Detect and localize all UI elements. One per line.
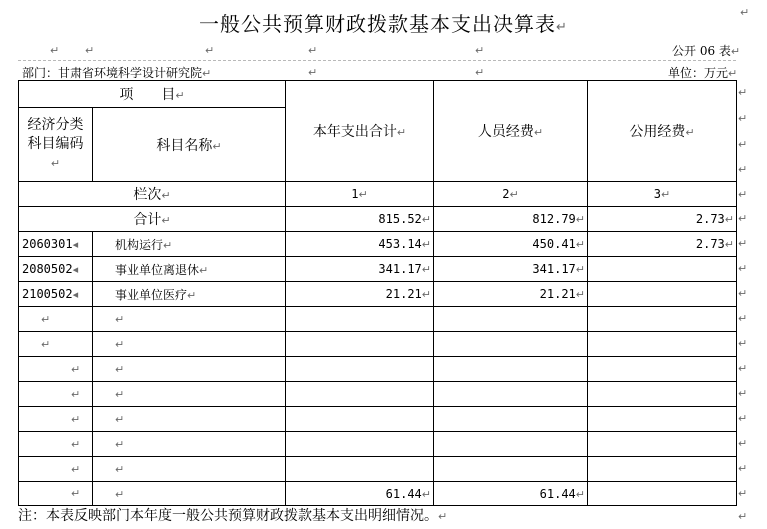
empty-cell: ↵	[93, 307, 286, 332]
row-personnel: 341.17↵	[434, 257, 588, 282]
empty-cell: ↵	[19, 407, 93, 432]
row-public	[588, 282, 737, 307]
empty-cell	[286, 382, 434, 407]
empty-cell	[286, 457, 434, 482]
empty-cell: ↵	[19, 482, 93, 506]
econ-code-header: 经济分类科目编码↵	[19, 108, 93, 182]
paragraph-mark-icon: ↵	[738, 163, 748, 176]
row-personnel: 21.21↵	[434, 282, 588, 307]
empty-cell	[588, 382, 737, 407]
paragraph-mark-icon: ↵	[738, 212, 748, 225]
empty-cell: ↵	[19, 357, 93, 382]
paragraph-mark-icon: ↵	[50, 44, 60, 57]
title-text: 一般公共预算财政拨款基本支出决算表	[199, 12, 557, 36]
table-row	[19, 482, 737, 506]
empty-cell	[588, 457, 737, 482]
empty-cell: ↵	[19, 332, 93, 357]
paragraph-mark-icon: ↵	[738, 138, 748, 151]
header-row-1	[19, 81, 737, 108]
paragraph-mark-icon: ↵	[308, 44, 318, 57]
public-header: 公用经费↵	[588, 81, 737, 182]
row-code: 2080502◂	[19, 257, 93, 282]
empty-cell: ↵	[93, 382, 286, 407]
total-label: 合计↵	[19, 207, 286, 232]
empty-row	[19, 307, 737, 332]
paragraph-mark-icon: ↵	[738, 337, 748, 350]
empty-row	[19, 382, 737, 407]
col-index-2: 2↵	[434, 182, 588, 207]
row-total: 341.17↵	[286, 257, 434, 282]
expenditure-table	[18, 80, 737, 506]
empty-row	[19, 357, 737, 382]
col-index-3: 3↵	[588, 182, 737, 207]
row-public: 2.73↵	[588, 232, 737, 257]
row-total: 61.44↵	[286, 482, 434, 506]
row-public	[588, 257, 737, 282]
empty-cell	[434, 432, 588, 457]
paragraph-mark-icon: ↵	[738, 188, 748, 201]
total-row	[19, 207, 737, 232]
paragraph-mark-icon: ↵	[738, 487, 748, 500]
empty-cell: ↵	[19, 307, 93, 332]
empty-cell: ↵	[93, 332, 286, 357]
paragraph-mark-icon: ↵	[740, 6, 750, 19]
empty-cell	[286, 432, 434, 457]
empty-cell: ↵	[19, 457, 93, 482]
col-index-1: 1↵	[286, 182, 434, 207]
empty-cell	[286, 407, 434, 432]
total-public: 2.73↵	[588, 207, 737, 232]
empty-row	[19, 457, 737, 482]
paragraph-mark-icon: ↵	[738, 412, 748, 425]
paragraph-mark-icon: ↵	[205, 44, 215, 57]
empty-cell	[434, 332, 588, 357]
total-personnel: 812.79↵	[434, 207, 588, 232]
paragraph-mark-icon: ↵	[738, 462, 748, 475]
department-label: 部门：甘肃省环境科学设计研究院↵	[22, 66, 212, 80]
empty-cell	[286, 357, 434, 382]
row-public	[588, 482, 737, 506]
table-row	[19, 257, 737, 282]
paragraph-mark-icon: ↵	[738, 112, 748, 125]
row-name: 事业单位医疗↵	[93, 282, 286, 307]
paragraph-mark-icon: ↵	[738, 262, 748, 275]
empty-cell: ↵	[93, 482, 286, 506]
empty-cell: ↵	[93, 432, 286, 457]
footnote: 注：本表反映部门本年度一般公共预算财政拨款基本支出明细情况。↵	[18, 508, 448, 524]
empty-cell	[286, 332, 434, 357]
subject-name-header: 科目名称↵	[93, 108, 286, 182]
paragraph-mark-icon: ↵	[85, 44, 95, 57]
col-label: 栏次↵	[19, 182, 286, 207]
empty-row	[19, 432, 737, 457]
paragraph-mark-icon: ↵	[475, 44, 485, 57]
table-number: 公开 06 表↵	[672, 44, 741, 58]
empty-cell	[588, 332, 737, 357]
empty-row	[19, 332, 737, 357]
paragraph-mark-icon: ↵	[738, 86, 748, 99]
dashed-separator	[18, 60, 736, 61]
paragraph-mark-icon: ↵	[308, 66, 318, 79]
row-code: 2100502◂	[19, 282, 93, 307]
paragraph-mark-icon: ↵	[556, 20, 568, 35]
row-name: 事业单位离退休↵	[93, 257, 286, 282]
empty-cell: ↵	[93, 457, 286, 482]
paragraph-mark-icon: ↵	[738, 437, 748, 450]
empty-cell	[588, 307, 737, 332]
row-personnel: 450.41↵	[434, 232, 588, 257]
total-header: 本年支出合计↵	[286, 81, 434, 182]
paragraph-mark-icon: ↵	[738, 237, 748, 250]
empty-cell: ↵	[19, 432, 93, 457]
paragraph-mark-icon: ↵	[738, 312, 748, 325]
unit-label: 单位：万元↵	[668, 66, 738, 80]
page-title	[0, 8, 767, 37]
empty-cell	[434, 382, 588, 407]
empty-row	[19, 407, 737, 432]
empty-cell	[588, 432, 737, 457]
row-total: 21.21↵	[286, 282, 434, 307]
empty-cell	[588, 357, 737, 382]
empty-cell	[434, 307, 588, 332]
row-personnel: 61.44↵	[434, 482, 588, 506]
paragraph-mark-icon: ↵	[738, 510, 748, 523]
empty-cell	[588, 407, 737, 432]
empty-cell	[434, 407, 588, 432]
paragraph-mark-icon: ↵	[738, 287, 748, 300]
empty-cell: ↵	[93, 357, 286, 382]
row-code: 2060301◂	[19, 232, 93, 257]
row-total: 453.14↵	[286, 232, 434, 257]
total-sum: 815.52↵	[286, 207, 434, 232]
empty-cell: ↵	[19, 382, 93, 407]
empty-cell: ↵	[93, 407, 286, 432]
empty-cell	[434, 357, 588, 382]
paragraph-mark-icon: ↵	[738, 387, 748, 400]
empty-cell	[434, 457, 588, 482]
row-name: 机构运行↵	[93, 232, 286, 257]
table-row	[19, 232, 737, 257]
table-row	[19, 282, 737, 307]
paragraph-mark-icon: ↵	[738, 362, 748, 375]
personnel-header: 人员经费↵	[434, 81, 588, 182]
item-header: 项 目↵	[19, 81, 286, 108]
paragraph-mark-icon: ↵	[475, 66, 485, 79]
column-index-row	[19, 182, 737, 207]
empty-cell	[286, 307, 434, 332]
